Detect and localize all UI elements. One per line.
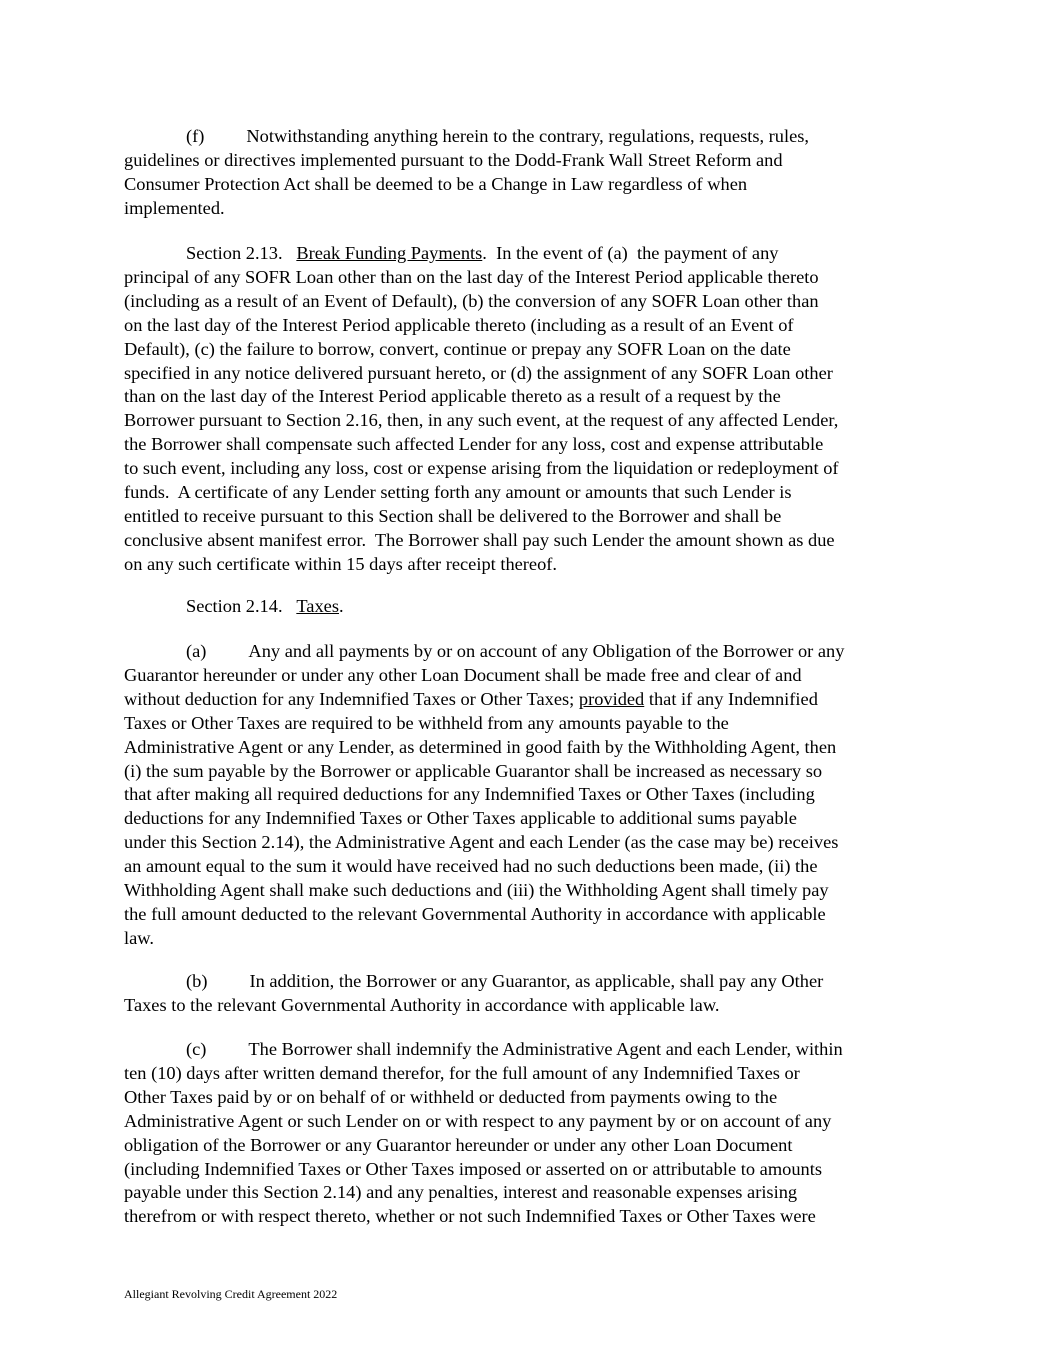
section-2-13-line: principal of any SOFR Loan other than on the last day of the Interest Period applicable thereto bbox=[124, 266, 819, 287]
paragraph-a-line: that after making all required deductions for any Indemnified Taxes or Other Taxes (including bbox=[124, 784, 815, 805]
section-2-13-heading: Break Funding Payments bbox=[296, 243, 483, 263]
paragraph-c-line: ten (10) days after written demand therefor, for the full amount of any Indemnified Taxes or bbox=[124, 1062, 800, 1083]
paragraph-b-first-line bbox=[124, 970, 936, 994]
paragraph-a bbox=[124, 640, 936, 951]
paragraph-a-line: (i) the sum payable by the Borrower or applicable Guarantor shall be increased as necessary so bbox=[124, 760, 823, 781]
paragraph-f-label: (f) bbox=[186, 126, 205, 146]
paragraph-a-line: Any and all payments by or on account of any Obligation of the Borrower or any bbox=[248, 641, 845, 661]
paragraph-b-line: Taxes to the relevant Governmental Authority in accordance with applicable law. bbox=[124, 994, 720, 1015]
section-2-13-line: on the last day of the Interest Period applicable thereto (including as a result of an Event of bbox=[124, 314, 794, 335]
section-2-13-line: Default), (c) the failure to borrow, convert, continue or prepay any SOFR Loan on the date bbox=[124, 338, 791, 359]
section-2-14-heading-line bbox=[124, 595, 936, 619]
paragraph-c-line: The Borrower shall indemnify the Administrative Agent and each Lender, within bbox=[248, 1039, 843, 1059]
section-2-13-line: entitled to receive pursuant to this Section shall be delivered to the Borrower and shall be bbox=[124, 505, 782, 526]
paragraph-f-line: guidelines or directives implemented pursuant to the Dodd-Frank Wall Street Reform and bbox=[124, 149, 783, 170]
paragraph-c-line: Other Taxes paid by or on behalf of or withheld or deducted from payments owing to the bbox=[124, 1086, 778, 1107]
paragraph-c-line: therefrom or with respect thereto, whether or not such Indemnified Taxes or Other Taxes were bbox=[124, 1206, 816, 1227]
paragraph-a-line bbox=[124, 688, 936, 712]
paragraph-b bbox=[124, 970, 936, 1018]
section-2-14-period: . bbox=[338, 596, 344, 616]
section-2-14 bbox=[124, 595, 936, 619]
section-2-14-number: Section 2.14. bbox=[186, 596, 283, 616]
section-2-13-line: on any such certificate within 15 days after receipt thereof. bbox=[124, 553, 558, 574]
paragraph-c-line: Administrative Agent or such Lender on or with respect to any payment by or on account of any bbox=[124, 1110, 832, 1131]
paragraph-c-line: payable under this Section 2.14) and any penalties, interest and reasonable expenses arising bbox=[124, 1182, 798, 1203]
section-2-13-line: the Borrower shall compensate such affected Lender for any loss, cost and expense attributable bbox=[124, 434, 824, 455]
paragraph-a-line: Administrative Agent or any Lender, as determined in good faith by the Withholding Agent, then bbox=[124, 736, 837, 757]
section-2-13-first-line-text: . In the event of (a) the payment of any bbox=[482, 243, 779, 263]
paragraph-b-line: In addition, the Borrower or any Guarantor, as applicable, shall pay any Other bbox=[249, 971, 824, 991]
paragraph-a-label: (a) bbox=[186, 641, 207, 661]
paragraph-f-line: Notwithstanding anything herein to the contrary, regulations, requests, rules, bbox=[246, 126, 810, 146]
paragraph-c-label: (c) bbox=[186, 1039, 207, 1059]
section-2-13-line: funds. A certificate of any Lender setting forth any amount or amounts that such Lender is bbox=[124, 482, 792, 503]
paragraph-a-line: deductions for any Indemnified Taxes or Other Taxes applicable to additional sums payable bbox=[124, 808, 797, 829]
section-2-13 bbox=[124, 242, 936, 577]
paragraph-a-line: an amount equal to the sum it would have received had no such deductions been made, (ii) the bbox=[124, 856, 818, 877]
section-2-13-line: to such event, including any loss, cost or expense arising from the liquidation or redeployment of bbox=[124, 458, 839, 479]
section-2-13-number: Section 2.13. bbox=[186, 243, 283, 263]
paragraph-c-line: obligation of the Borrower or any Guarantor hereunder or under any other Loan Document bbox=[124, 1134, 793, 1155]
paragraph-f bbox=[124, 125, 936, 221]
section-2-14-heading: Taxes bbox=[296, 596, 339, 616]
paragraph-f-line: implemented. bbox=[124, 197, 225, 218]
paragraph-c-first-line bbox=[124, 1038, 936, 1062]
section-2-13-first-line bbox=[124, 242, 936, 266]
paragraph-a-line: Guarantor hereunder or under any other Loan Document shall be made free and clear of and bbox=[124, 664, 802, 685]
paragraph-f-first-line bbox=[124, 125, 936, 149]
paragraph-a-first-line bbox=[124, 640, 936, 664]
paragraph-a-line-text: that if any Indemnified bbox=[644, 688, 818, 709]
paragraph-a-line-text: without deduction for any Indemnified Taxes or Other Taxes; bbox=[124, 688, 579, 709]
page-footer: Allegiant Revolving Credit Agreement 2022 bbox=[124, 1287, 338, 1301]
paragraph-a-line: Taxes or Other Taxes are required to be withheld from any amounts payable to the bbox=[124, 712, 729, 733]
provided-term: provided bbox=[578, 688, 645, 709]
paragraph-b-label: (b) bbox=[186, 971, 208, 991]
paragraph-a-line: the full amount deducted to the relevant Governmental Authority in accordance with applicable bbox=[124, 903, 826, 924]
paragraph-f-line: Consumer Protection Act shall be deemed to be a Change in Law regardless of when bbox=[124, 173, 748, 194]
section-2-13-line: (including as a result of an Event of Default), (b) the conversion of any SOFR Loan other than bbox=[124, 290, 819, 311]
paragraph-a-line: law. bbox=[124, 927, 154, 948]
section-2-13-line: specified in any notice delivered pursuant hereto, or (d) the assignment of any SOFR Loan other bbox=[124, 362, 833, 383]
section-2-13-line: Borrower pursuant to Section 2.16, then, in any such event, at the request of any affected Lender, bbox=[124, 410, 839, 431]
section-2-13-line: conclusive absent manifest error. The Borrower shall pay such Lender the amount shown as due bbox=[124, 529, 835, 550]
paragraph-c-line: (including Indemnified Taxes or Other Taxes imposed or asserted on or attributable to amounts bbox=[124, 1158, 822, 1179]
paragraph-a-line: Withholding Agent shall make such deductions and (iii) the Withholding Agent shall timely pay bbox=[124, 880, 829, 901]
paragraph-c bbox=[124, 1038, 936, 1229]
paragraph-a-line: under this Section 2.14), the Administrative Agent and each Lender (as the case may be) receives bbox=[124, 832, 839, 853]
section-2-13-line: than on the last day of the Interest Period applicable thereto as a result of a request by the bbox=[124, 386, 781, 407]
